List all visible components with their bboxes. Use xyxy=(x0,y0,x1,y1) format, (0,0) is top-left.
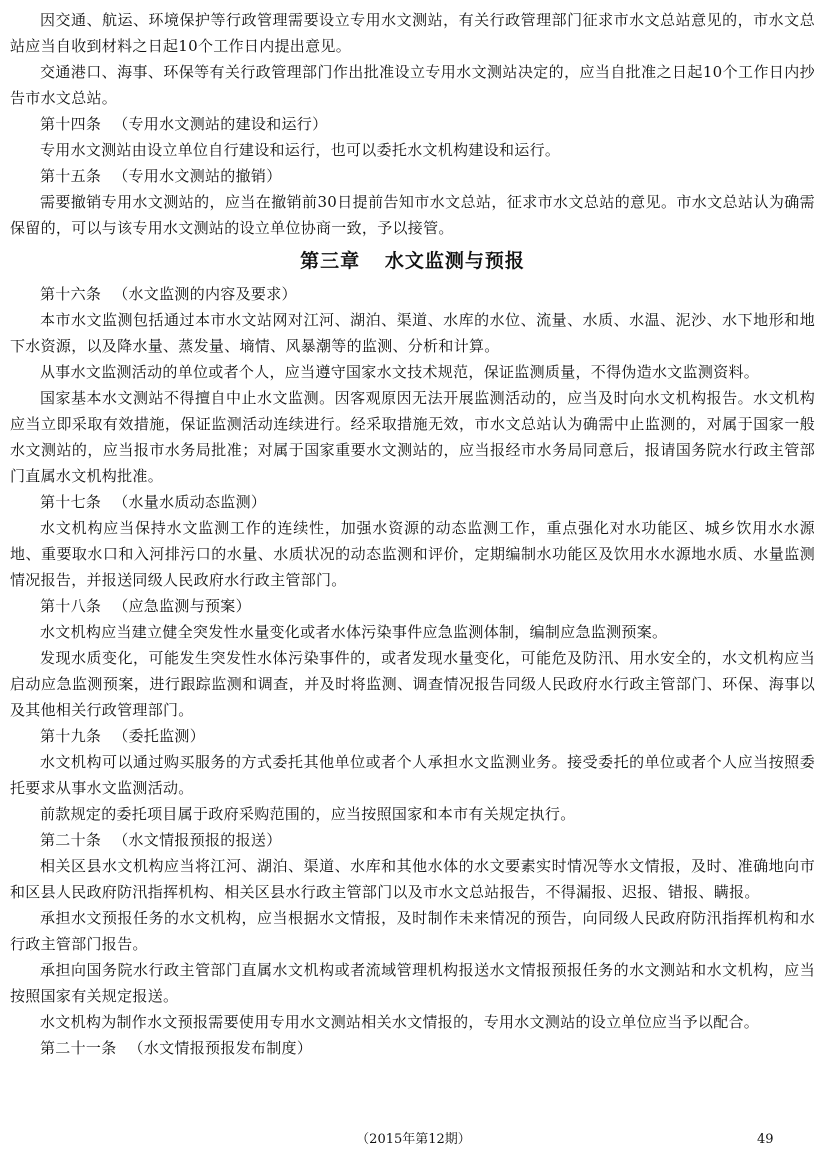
article-title: （专用水文测站的建设和运行） xyxy=(113,115,328,133)
paragraph: 承担水文预报任务的水文机构，应当根据水文情报，及时制作未来情况的预告，向同级人民政府防汛指挥机构和水行政主管部门报告。 xyxy=(10,909,815,953)
paragraph: 前款规定的委托项目属于政府采购范围的，应当按照国家和本市有关规定执行。 xyxy=(40,805,576,823)
paragraph: 专用水文测站由设立单位自行建设和运行，也可以委托水文机构建设和运行。 xyxy=(40,141,561,159)
article-title: （专用水文测站的撤销） xyxy=(113,167,282,185)
paragraph: 承担向国务院水行政主管部门直属水文机构或者流域管理机构报送水文情报预报任务的水文测站和水文机构，应当按照国家有关规定报送。 xyxy=(10,961,815,1005)
article-title: （水文监测的内容及要求） xyxy=(113,285,297,303)
paragraph: 本市水文监测包括通过本市水文站网对江河、湖泊、渠道、水库的水位、流量、水质、水温、泥沙、水下地形和地下水资源，以及降水量、蒸发量、墒情、风暴潮等的监测、分析和计算。 xyxy=(10,311,815,355)
chapter-title: 水文监测与预报 xyxy=(384,250,525,272)
article-number: 第十九条 xyxy=(40,727,102,745)
paragraph: 水文机构应当保持水文监测工作的连续性，加强水资源的动态监测工作，重点强化对水功能区、城乡饮用水水源地、重要取水口和入河排污口的水量、水质状况的动态监测和评价，定期编制水功能区及饮用水水源地水质、水量监测情况报告，并报送同级人民政府水行政主管部门。 xyxy=(10,519,815,589)
article-title: （水文情报预报的报送） xyxy=(113,831,282,849)
paragraph: 水文机构可以通过购买服务的方式委托其他单位或者个人承担水文监测业务。接受委托的单位或者个人应当按照委托要求从事水文监测活动。 xyxy=(10,753,815,797)
article-heading xyxy=(10,163,815,189)
paragraph: 水文机构应当建立健全突发性水量变化或者水体污染事件应急监测体制，编制应急监测预案。 xyxy=(40,623,668,641)
article-number: 第二十条 xyxy=(40,831,102,849)
paragraph: 从事水文监测活动的单位或者个人，应当遵守国家水文技术规范，保证监测质量，不得伪造水文监测资料。 xyxy=(40,363,760,381)
article-heading xyxy=(10,827,815,853)
body-text xyxy=(10,7,815,1061)
paragraph: 相关区县水文机构应当将江河、湖泊、渠道、水库和其他水体的水文要素实时情况等水文情报，及时、准确地向市和区县人民政府防汛指挥机构、相关区县水行政主管部门以及市水文总站报告，不得漏报、迟报、错报、瞒报。 xyxy=(10,857,815,901)
paragraph: 因交通、航运、环境保护等行政管理需要设立专用水文测站，有关行政管理部门征求市水文总站意见的，市水文总站应当自收到材料之日起10个工作日内提出意见。 xyxy=(10,11,815,55)
article-heading xyxy=(10,281,815,307)
paragraph: 水文机构为制作水文预报需要使用专用水文测站相关水文情报的，专用水文测站的设立单位应当予以配合。 xyxy=(40,1013,760,1031)
article-title: （委托监测） xyxy=(113,727,206,745)
article-heading xyxy=(10,489,815,515)
article-title: （水量水质动态监测） xyxy=(113,493,267,511)
issue-label: （2015年第12期） xyxy=(356,1132,471,1147)
paragraph: 交通港口、海事、环保等有关行政管理部门作出批准设立专用水文测站决定的，应当自批准之日起10个工作日内抄告市水文总站。 xyxy=(10,63,815,107)
article-number: 第十四条 xyxy=(40,115,102,133)
article-heading xyxy=(10,593,815,619)
article-number: 第十七条 xyxy=(40,493,102,511)
paragraph: 发现水质变化，可能发生突发性水体污染事件的，或者发现水量变化，可能危及防汛、用水安全的，水文机构应当启动应急监测预案，进行跟踪监测和调查，并及时将监测、调查情况报告同级人民政府水行政主管部门、环保、海事以及其他相关行政管理部门。 xyxy=(10,649,815,719)
paragraph: 需要撤销专用水文测站的，应当在撤销前30日提前告知市水文总站，征求市水文总站的意见。市水文总站认为确需保留的，可以与该专用水文测站的设立单位协商一致，予以接管。 xyxy=(10,193,815,237)
article-heading xyxy=(10,1035,815,1061)
article-number: 第十八条 xyxy=(40,597,102,615)
article-number: 第十五条 xyxy=(40,167,102,185)
page-number: 49 xyxy=(757,1132,774,1147)
article-heading xyxy=(10,723,815,749)
article-title: （应急监测与预案） xyxy=(113,597,251,615)
article-title: （水文情报预报发布制度） xyxy=(128,1039,313,1057)
article-number: 第二十一条 xyxy=(40,1039,117,1057)
paragraph: 国家基本水文测站不得擅自中止水文监测。因客观原因无法开展监测活动的，应当及时向水文机构报告。水文机构应当立即采取有效措施，保证监测活动连续进行。经采取措施无效，市水文总站认为确需中止监测的，对属于国家一般水文测站的，应当报市水务局批准；对属于国家重要水文测站的，应当报经市水务局同意后，报请国务院水行政主管部门直属水文机构批准。 xyxy=(10,389,815,485)
article-number: 第十六条 xyxy=(40,285,102,303)
article-heading xyxy=(10,111,815,137)
chapter-number: 第三章 xyxy=(300,250,361,272)
chapter-heading xyxy=(10,241,815,281)
